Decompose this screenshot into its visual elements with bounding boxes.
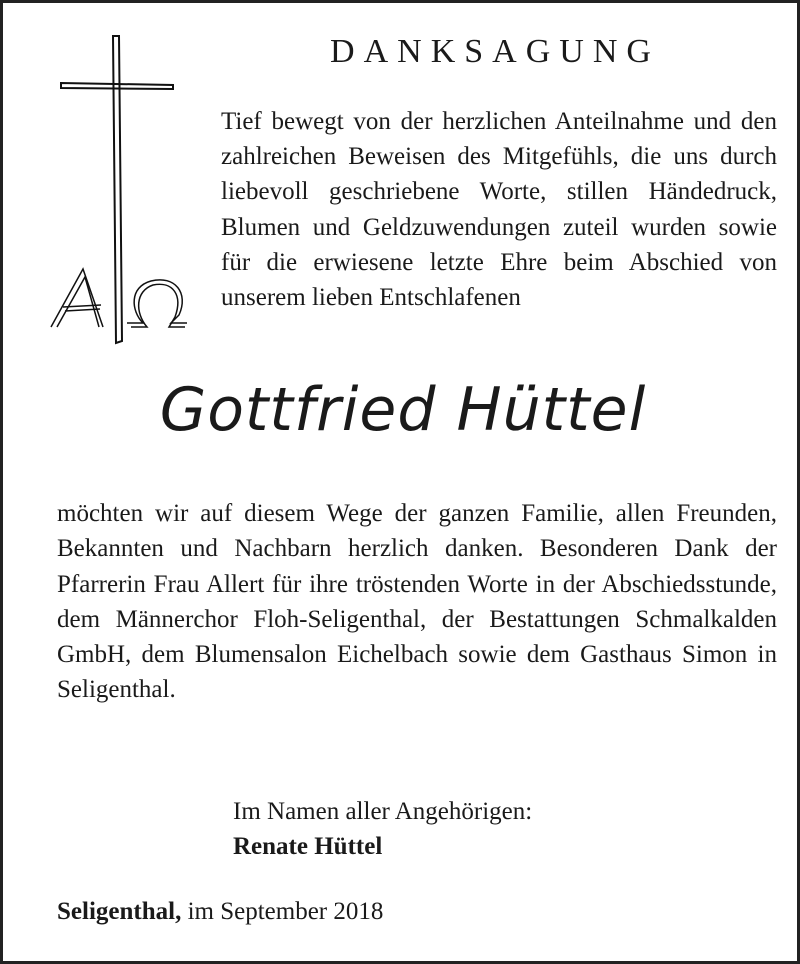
intro-paragraph: Tief bewegt von der herzlichen Anteilnahme und den zahlreichen Beweisen des Mitgefühls, die uns durch liebevoll geschriebene Worte, stillen Händedruck, Blumen und Geldzuwendungen zuteil wurden sowie für die erwiesene letzte Ehre beim Abschied von unserem lieben Entschlafenen	[221, 108, 777, 312]
cross-alpha-omega-icon	[43, 31, 193, 347]
signer-name: Renate Hüttel	[233, 833, 383, 860]
place-date-line	[57, 898, 383, 926]
place: Seligenthal,	[57, 898, 182, 925]
notice-title: DANKSAGUNG	[330, 33, 660, 70]
date: im September 2018	[187, 898, 384, 925]
deceased-name: Gottfried Hüttel	[159, 375, 647, 445]
thanks-paragraph: möchten wir auf diesem Wege der ganzen Familie, allen Freunden, Bekannten und Nachbarn herzlich danken. Besonderen Dank der Pfarrerin Frau Allert für ihre tröstenden Worte in der Abschiedsstunde, dem Männerchor Floh-Seligenthal, der Bestattungen Schmalkalden GmbH, dem Blumensalon Eichelbach sowie dem Gasthaus Simon in Seligenthal.	[57, 500, 777, 704]
closing-line: Im Namen aller Angehörigen:	[233, 798, 533, 825]
closing-block	[233, 794, 532, 864]
